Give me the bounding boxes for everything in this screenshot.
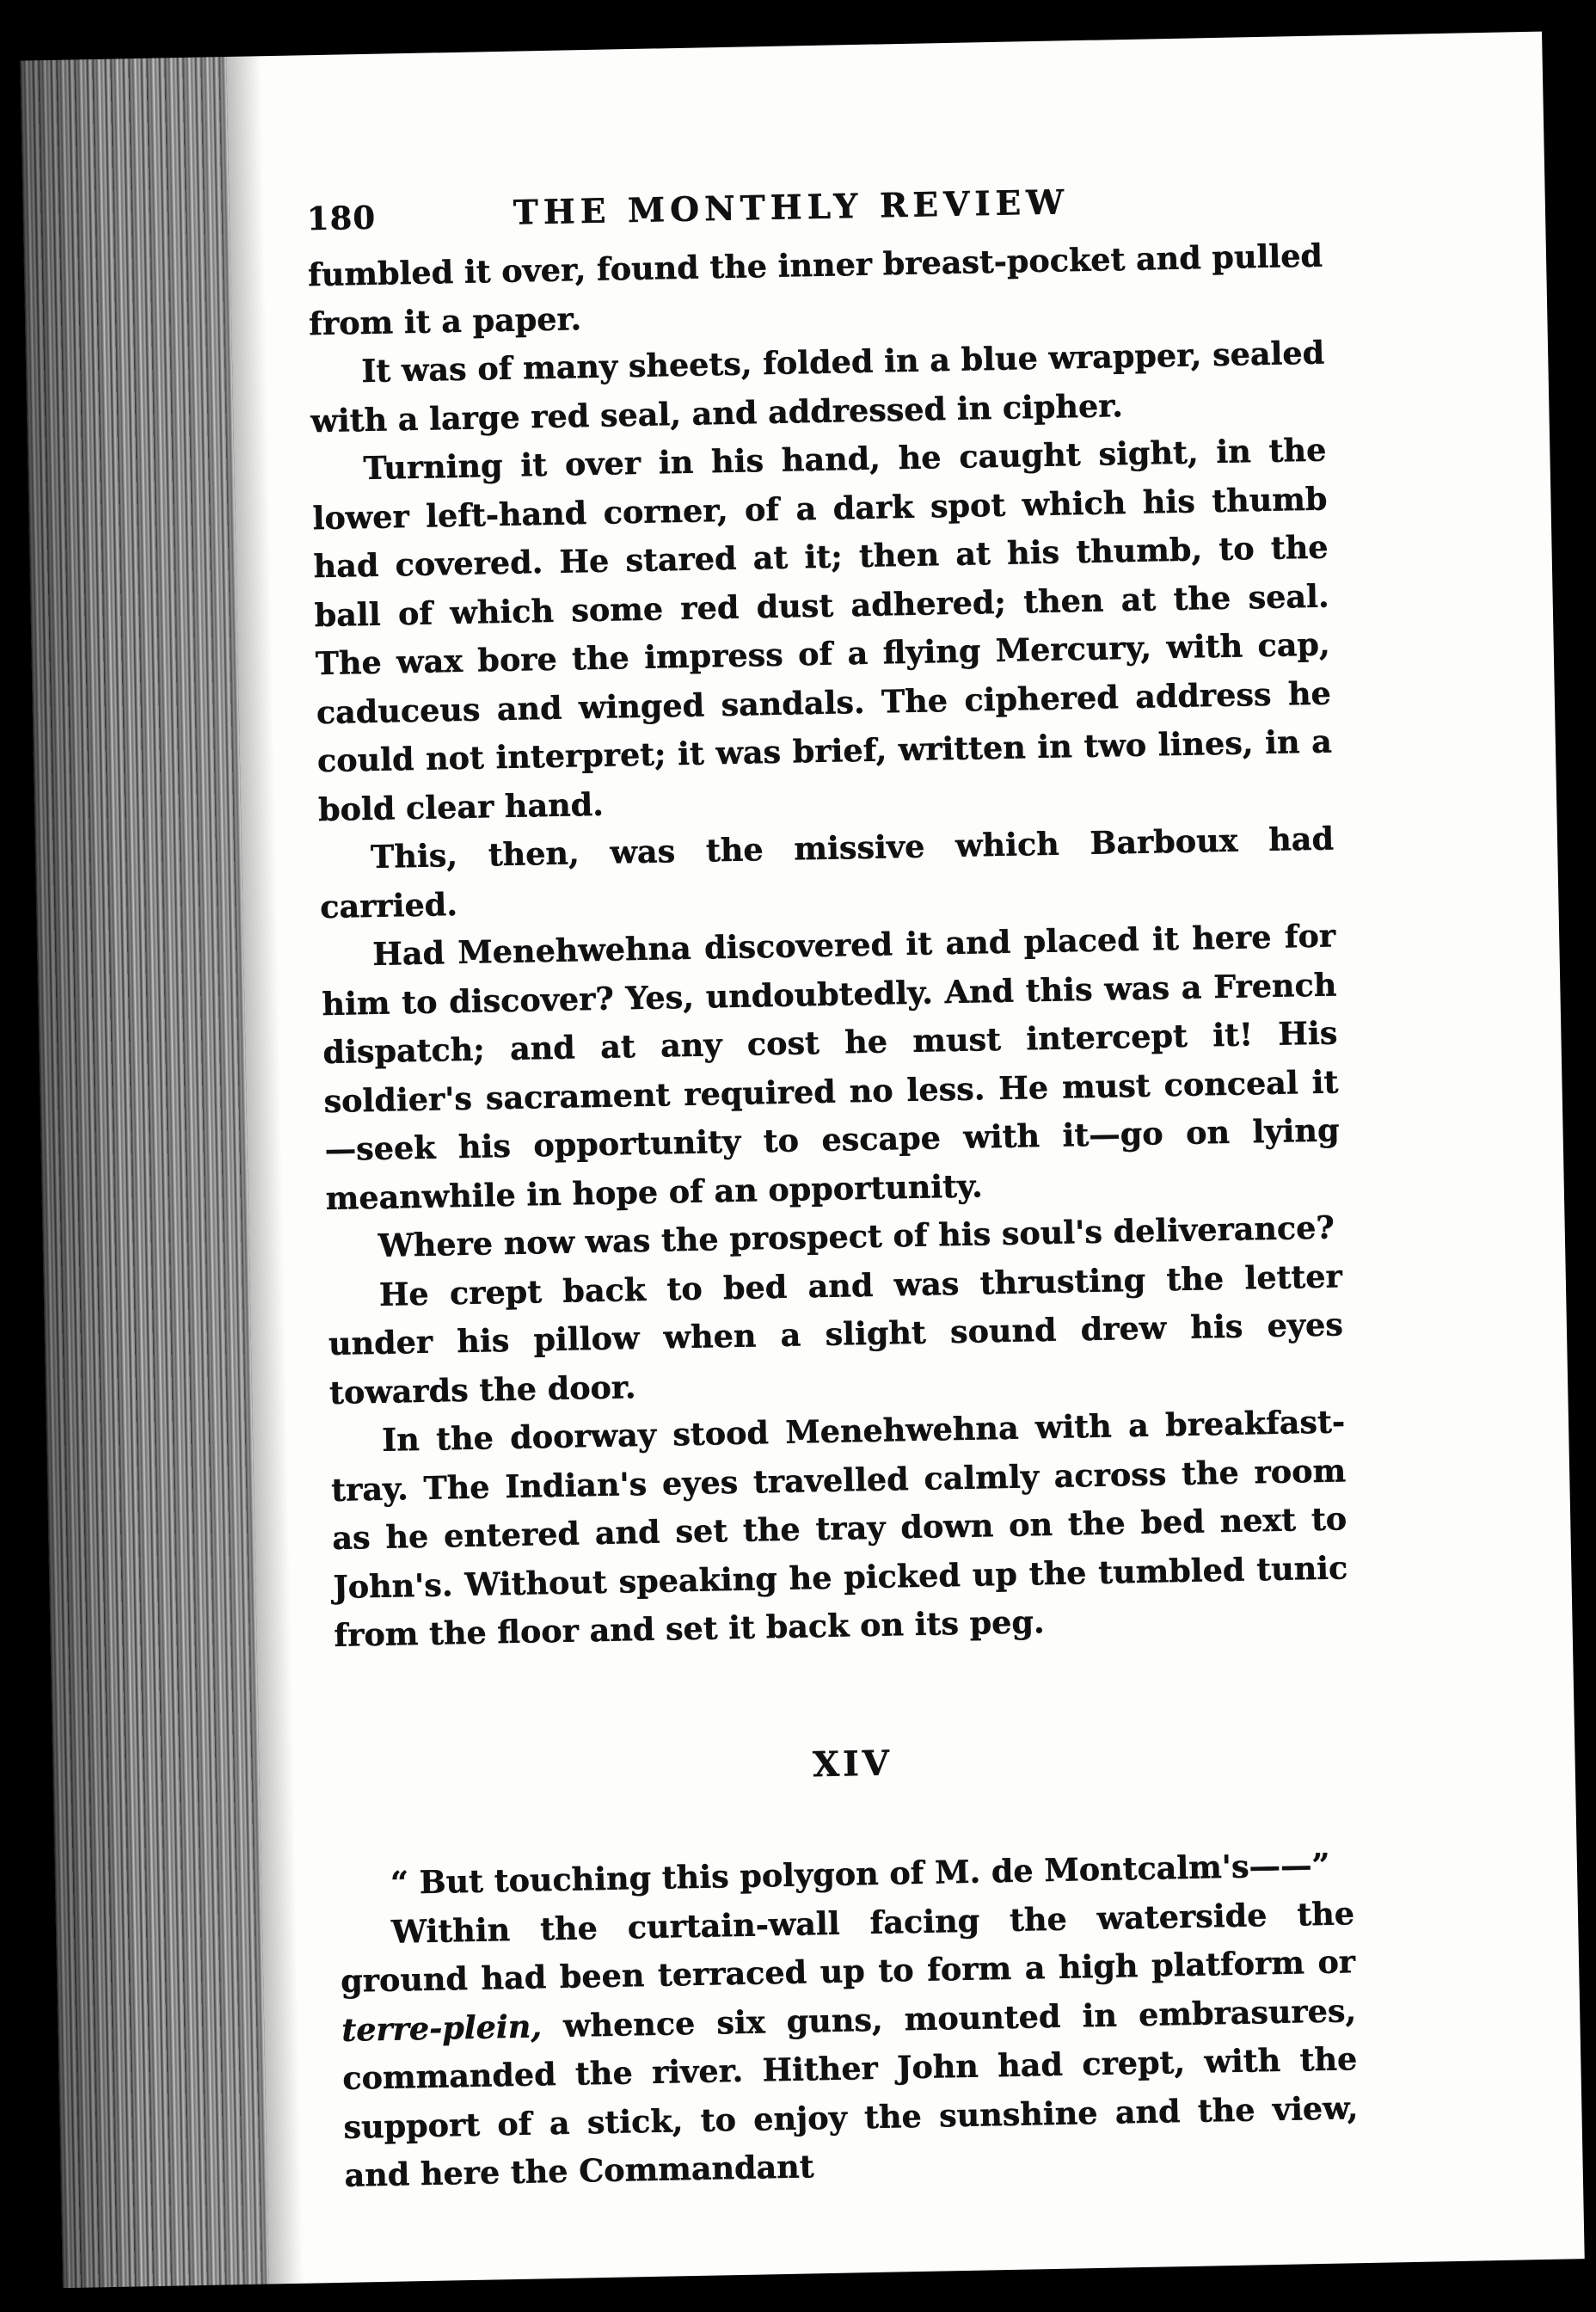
chapter-paragraph-text: Within the curtain-wall facing the waterside the ground had been terraced up to form a high platform or bbox=[340, 1894, 1356, 2000]
chapter-paragraph-text: whence six guns, mounted in embrasures, commanded the river. Hither John had crept, with the support of a stick, to enjoy the sunshine and the view, and here the Commandant bbox=[342, 1991, 1359, 2194]
page-number: 180 bbox=[306, 198, 377, 238]
page-content bbox=[306, 170, 1360, 2201]
chapter-paragraph bbox=[340, 1890, 1360, 2201]
running-head-title: THE MONTHLY REVIEW bbox=[513, 182, 1070, 233]
italic-term: terre-plein, bbox=[341, 2007, 543, 2049]
page-edges-shade bbox=[20, 57, 269, 2288]
paragraph: Turning it over in his hand, he caught sight, in the lower left-hand corner, of a dark spot which his thumb had covered. He stared at it; then at his thumb, to the ball of which some red dust adhered; then at the seal. The wax bore the impress of a flying Mercury, with cap, caduceus and winged sandals. The ciphered address he could not interpret; it was brief, written in two lines, in a bold clear hand. bbox=[312, 431, 1333, 828]
paragraph: It was of many sheets, folded in a blue wrapper, sealed with a large red seal, and addressed in cipher. bbox=[310, 334, 1325, 440]
book-spread bbox=[20, 32, 1584, 2289]
paragraph: Had Menehwehna discovered it and placed it here for him to discover? Yes, undoubtedly. And this was a French dispatch; and at any cost he must intercept it! His soldier's sacrament required no less. He must conceal it—seek his opportunity to escape with it—go on lying meanwhile in hope of an opportunity. bbox=[322, 917, 1340, 1217]
paragraph: In the doorway stood Menehwehna with a breakfast-tray. The Indian's eyes travelled calmly across the room as he entered and set the tray down on the bed next to John's. Without speaking he picked up the tumbled tunic from the floor and set it back on its peg. bbox=[330, 1403, 1348, 1654]
paragraph: This, then, was the missive which Barboux had carried. bbox=[319, 820, 1335, 925]
paragraph: He crept back to bed and was thrusting the letter under his pillow when a slight sound drew his eyes towards the door. bbox=[328, 1257, 1344, 1411]
paragraph: fumbled it over, found the inner breast-pocket and pulled from it a paper. bbox=[307, 237, 1323, 342]
chapter-heading: XIV bbox=[812, 1743, 893, 1785]
chapter-epigraph: “ But touching this polygon of M. de Montcalm's——” bbox=[390, 1846, 1330, 1902]
paragraph: Where now was the prospect of his soul's deliverance? bbox=[378, 1208, 1335, 1264]
